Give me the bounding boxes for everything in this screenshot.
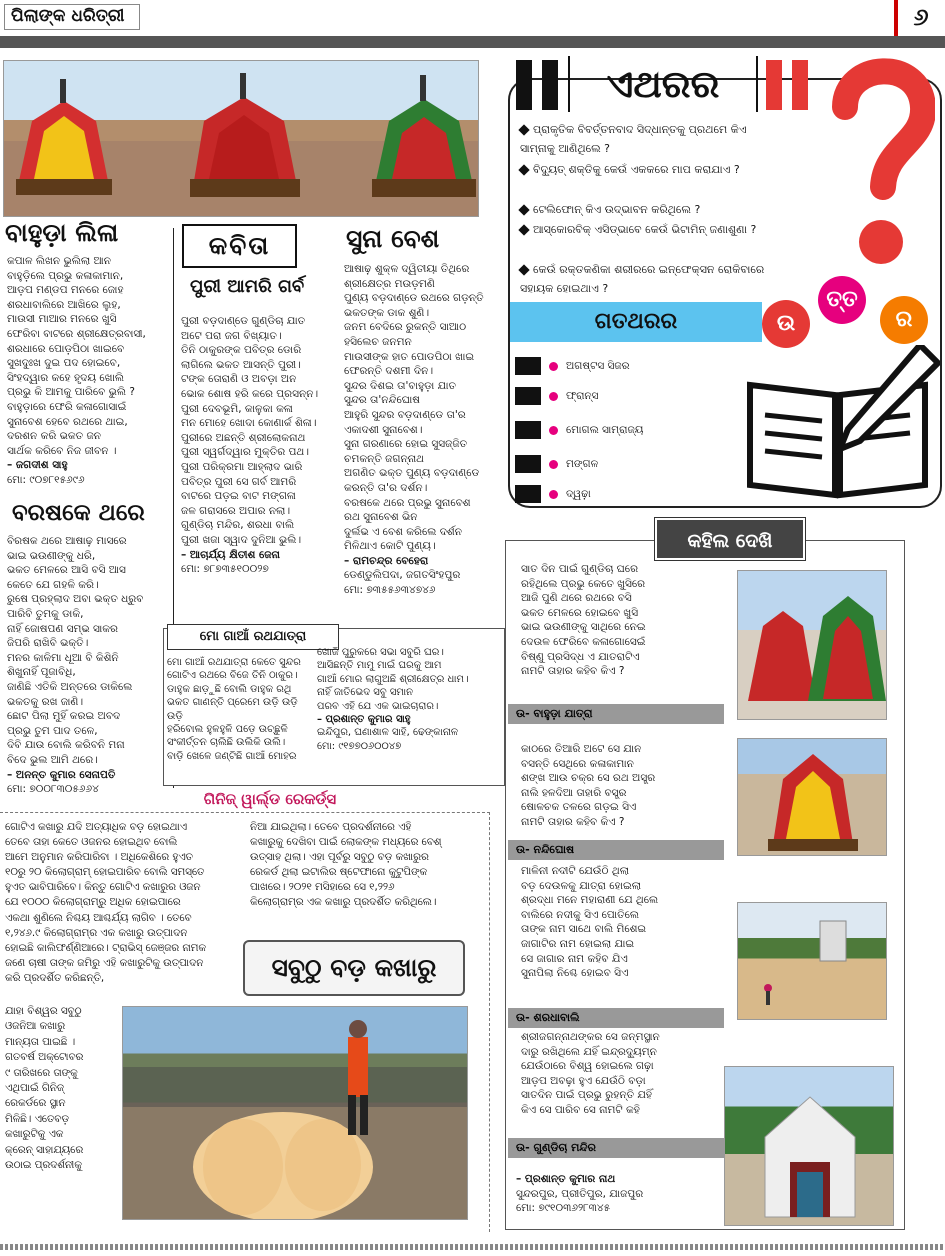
author: – ଆଚାର୍ଯ୍ୟ କ୍ଷିତୀଶ ଜେନା xyxy=(181,548,280,561)
para-line: ଜଣେ ଚାଷୀ ତାଙ୍କ ଜମିରୁ ଏହି କଖାରୁଟିକୁ ଉତ୍ପାଦନ xyxy=(5,956,204,969)
quiz-question xyxy=(520,120,780,158)
pumpkin-heading: ସବୁଠୁ ବଡ଼ କଖାରୁ xyxy=(243,940,465,996)
poem-line: ବିଦେ ଭୁଲ ଆମି ଥରେ। xyxy=(7,753,98,766)
para-line: କ୍ରେନ୍ ସାହାଯ୍ୟରେ xyxy=(5,1143,84,1156)
poem-line: ଖୋଜି ପୁରୁକରେ ସଭା ସବୁରି ଘର। xyxy=(317,647,444,658)
pumpkin-illustration xyxy=(123,1007,468,1220)
poem-line: ସୁନା ଗରଣାରେ ହୋଇ ସୁସଜ୍ଜିତ xyxy=(344,438,468,451)
poem-line: ମାଉସୀଙ୍କ ହାତ ପୋଡପିଠା ଖାଇ xyxy=(344,350,475,363)
poem-line: ମିଳିଥାଏ କୋଟି ପୁଣ୍ୟ। xyxy=(344,540,436,553)
para-line: ଏକଥା ଶୁଣିଲେ ନିଶ୍ଚୟ ଆଶ୍ଚର୍ଯ୍ୟ ଲାଗିବ । ତେବେ xyxy=(5,911,192,924)
poem-line: ଭକତ ମେଳରେ ଆସି ବସି ଆସ xyxy=(7,564,126,577)
quiz-question-text: ପ୍ରାକୃତିକ ବିବର୍ତ୍ତନବାଦ ସିଦ୍ଧାନ୍ତକୁ ପ୍ରଥମେ କିଏ ସାମ୍ନାକୁ ଆଣିଥିଲେ ? xyxy=(520,123,747,155)
poem-line: ନାହିଁ ଜୋଷପଣ ସମ୍ଭ ସାକର xyxy=(7,622,118,635)
poem-line: ରଥ ସୁନାବେଶ ଭିନ xyxy=(344,511,418,524)
mo-gaan-title: ମୋ ଗାଆଁ ରଥଯାତ୍ରା xyxy=(167,624,339,650)
riddle-line: ମାଳିନୀ ନଦୀଟି ଯେଉଁଠି ଥିଲା xyxy=(521,865,630,877)
para-line: ତେବେ ତାହା କେତେ ଓଜନର ହୋଇଥିବ ବୋଲି xyxy=(5,836,178,849)
quiz-title: ଏଥରର xyxy=(568,56,758,112)
riddle-1 xyxy=(521,562,731,679)
riddle-photo-2 xyxy=(737,738,887,856)
quiz-question xyxy=(520,200,780,220)
poem-line: ଶ୍ରୀକ୍ଷେତ୍ର ମଉଡ଼ମଣି xyxy=(344,277,435,290)
bullet-icon xyxy=(518,224,529,235)
riddle-line: କିଏ ସେ ପାରିବ ସେ ନାମଟି କହି xyxy=(521,1103,640,1116)
poem-line: ପୁଣ୍ୟ ବଡ଼ଦାଣ୍ଡେ ରଥରେ ଗଡ଼ନ୍ତି xyxy=(344,292,484,305)
answer-box xyxy=(515,485,541,503)
chariots-illustration xyxy=(4,61,479,217)
quiz-question-text: ଆସ୍କୋରବିକ୍ ଏସିଡ୍‌ଭାବେ କେଉଁ ଭିଟାମିନ୍ ଜଣାଶୁଣା ? xyxy=(533,223,757,236)
poem-line: ସାର୍ଥକ କରିବେ ନିଜ ଜୀବନ । xyxy=(7,444,117,457)
poem-line: ପୁରୀରେ ଅଛନ୍ତି ଶ୍ରୀଲୋକନାଥ xyxy=(181,431,306,444)
riddle-line: ବାଲିରେ ନଦୀକୁ ସିଏ ପୋତିଲେ xyxy=(521,908,640,921)
poem-line: ଆଡ଼ପ ମଣ୍ଡପ ମନରେ ଜୋହ xyxy=(7,284,124,297)
phone: ମୋ: ୭୯୧୦୩୬୨୮୩୪୫ xyxy=(516,1202,611,1215)
riddle-answer: ଉ- ଶରଧାବାଲି xyxy=(508,1008,724,1028)
poem-line: ଲାଗିଲେ ଭକତ ଆସନ୍ତି ପୁରୀ। xyxy=(181,358,301,371)
quiz-question-text: ବିଦ୍ୟୁତ୍ ଶକ୍ତିକୁ କେଉଁ ଏକକରେ ମାପ କରାଯାଏ ? xyxy=(533,163,740,176)
poem-line: ପ୍ରଭୁ ତୁମ ପାଦ ତଳେ, xyxy=(7,724,98,737)
para-line: ହୋଇଛି କାଲିଫର୍ଣ୍ଣିଆରେ। ଟ୍ରାଭିସ୍ ଜେଞ୍ଜର ନାମକ xyxy=(5,941,206,954)
poem-line: ଗୋଟିଏ ରଥରେ ବିଜେ ତିନି ଠାକୁର। xyxy=(167,670,298,682)
quiz-question xyxy=(520,260,780,298)
poem-line: ପୁରୀ ସ୍ୱର୍ଗଦ୍ୱାର ମୁକ୍ତିର ପଥ। xyxy=(181,446,309,459)
poem-line: ତିନି ଠାକୁରଙ୍କ ପବିତ୍ର ଡୋରି xyxy=(181,344,302,357)
address: ଇନ୍ଦିପୁର, ଘଣାଶାଳ ସାହି, ଢେଙ୍କାନାଳ xyxy=(317,727,459,739)
mo-gaan-col1 xyxy=(167,656,315,763)
poem-line: ଆଷାଢ଼ ଶୁକ୍ଳ ଦ୍ୱିତୀୟା ତିଥିରେ xyxy=(344,263,470,275)
riddle-answer: ଉ- ବାହୁଡ଼ା ଯାତ୍ରା xyxy=(508,704,724,724)
poem-line: ଜନମ ବେଦିରେ ରୁକନ୍ତି ସାଆଠ xyxy=(344,321,467,334)
page-number: ୬ xyxy=(894,0,944,36)
phone: ମୋ: ୭୩୫୫୬୩୪୭୪୬ xyxy=(344,584,436,597)
para-line: କଖାରୁଟିକୁ ଏକ xyxy=(5,1128,64,1141)
phone: ମୋ: ୯୧୭୭୦୬୦୦୪୭ xyxy=(317,740,402,752)
poem-line: ପୁରୀ ଖଜା ସ୍ୱାଦ ଦୁନିଆ ଭୁଲି। xyxy=(181,533,302,546)
riddle-line: ତାଙ୍କ ନାମ ସାଥେ ବାଲି ମିଶେଇ xyxy=(521,923,647,936)
prev-answers-title: ଗତଥରର xyxy=(510,302,762,342)
riddle-line: ସାତଦିନ ପାଇଁ ପ୍ରଭୁ ରୁହନ୍ତି ଯହିଁ xyxy=(521,1089,653,1102)
poem-line: ପବିତ୍ର ପୁରୀ ସେ ଗର୍ବ ଆମରି xyxy=(181,475,297,488)
poem-line: ବାହୁଡ଼ିଲେ ପ୍ରଭୁ କଳାକାମାନ, xyxy=(7,269,124,282)
riddle-line: ରହିଥିଲେ ପ୍ରଭୁ କେତେ ଖୁସିରେ xyxy=(521,577,646,590)
para-line: କିଲୋଗ୍ରାମ୍‌ର ଏକ କଖାରୁ ପ୍ରଦର୍ଶିତ କରିଥିଲେ। xyxy=(250,896,437,909)
barasake-title: ବରଷକେ ଥରେ xyxy=(12,500,145,526)
poem-line: ପୁରୀ ପରିକ୍ରମା ଆହ୍ଲାଦ ଭାରି xyxy=(181,460,303,473)
riddle-photo-4 xyxy=(724,1066,894,1226)
kabita-title: ପୁରୀ ଆମରି ଗର୍ବ xyxy=(190,276,305,297)
poem-line: କପାଳ ଲିଖନ ଭୁଲିଲା ଆନ xyxy=(7,255,111,267)
riddle-line: ଶଙ୍ଖ ଆଉ ଚକ୍ର ସେ ରଥ ଅସ୍ତ୍ର xyxy=(521,772,656,785)
bullet-icon xyxy=(518,204,529,215)
answer-box xyxy=(515,455,541,473)
para-line: ଏଥିପାଇଁ ଗିନିଜ୍ xyxy=(5,1082,64,1095)
uttar-badge-1: ଉ xyxy=(762,300,810,348)
riddle-line: ନାଲି ହଳଦିଆ ତାହାରି ବସ୍ତ୍ର xyxy=(521,786,627,799)
riddle-photo-1 xyxy=(737,570,887,720)
kabita-poem xyxy=(181,314,341,577)
para-line: ରେକର୍ଡ ଥିଲା ଇଟାଲିର ଷ୍ଟେଫାନୋ କୁଟୁପିଙ୍କ xyxy=(250,866,428,879)
poem-line: କରନ୍ତି ତା'ର ଦର୍ଶନ। xyxy=(344,481,428,494)
question-mark-icon xyxy=(825,52,935,282)
poem-line: ଆହୁରି ସୁନ୍ଦର ବଡ଼ଦାଣ୍ଡେ ତା'ର xyxy=(344,408,466,421)
para-line: ପାଖରେ। ୨୦୨୧ ମସିହାରେ ସେ ୧,୨୨୬ xyxy=(250,881,395,894)
poem-line: ଦିବି ଯାଉ ବୋଲି କରିବନି ମନା xyxy=(7,739,125,752)
answer-box xyxy=(515,357,541,375)
dot-icon xyxy=(549,362,558,371)
poem-line: ସୁଖଦୁଃଖ ଦୁଇ ପଦ ହୋଇବେ, xyxy=(7,357,121,370)
poem-line: ମାଉସୀ ମାଆର ମନରେ ଖୁସି xyxy=(7,313,117,326)
riddle-answer: ଉ- ନନ୍ଦିଘୋଷ xyxy=(508,840,724,860)
address: ସୁନ୍ଦରପୁର, ପ୍ରୀତିପୁର, ଯାଜପୁର xyxy=(516,1187,644,1200)
riddle-line: ଆଡ଼ପ ଅବଢ଼ା ହୁଏ ଯେଉଁଠି ବଡ଼ା xyxy=(521,1074,646,1087)
guinness-para-left xyxy=(5,820,245,986)
riddle-line: ବସନ୍ତି ସେଥିରେ କଳାକାମାନ xyxy=(521,757,634,770)
poem-line: ଟଙ୍କ ତୋରାଣି ଓ ଅବଡ଼ା ଅନ xyxy=(181,373,297,386)
author: – ରାମଚନ୍ଦ୍ର ବେହେରା xyxy=(344,554,429,567)
kahila-title: କହିଲ ଦେଖି xyxy=(655,518,805,560)
dot-icon xyxy=(549,426,558,435)
para-line: ଆମେ ଅନୁମାନ କରିପାରିବା । ଅଧିକେଶିରେ ହୁଏତ xyxy=(5,851,193,864)
address: ଡେଣ୍ଡୁଲିପଦା, ଜଗତସିଂହପୁର xyxy=(344,569,461,582)
bullet-icon xyxy=(518,264,529,275)
answer-box xyxy=(515,421,541,439)
poem-line: ସୁନ୍ଦର ତା'ନନ୍ଦିଘୋଷ xyxy=(344,394,420,407)
phone: ମୋ: ୯୦୭୮୧୫୬୯୬ xyxy=(7,473,85,486)
quiz-title-bars-left xyxy=(516,60,560,110)
poem-line: ଭକତ ଗାଣନ୍ତି ପ୍ରେମେ ଉଡ଼ି ଉଡ଼ି ଉଡ଼ି xyxy=(167,697,298,722)
author: – ପ୍ରଶାନ୍ତ କୁମାର ନାଥ xyxy=(516,1173,616,1185)
poem-line: ଦୁର୍ଲଭ ଏ ବେଶ କରିଲେ ଦର୍ଶନ xyxy=(344,525,462,538)
poem-line: ଆସିଛନ୍ତି ମାମୁ ମାଇଁ ଘରକୁ ଆମ xyxy=(317,660,442,672)
suna-title: ସୁନା ବେଶ xyxy=(346,224,440,253)
author: – ଜଗଦୀଶ ସାହୁ xyxy=(7,459,68,472)
poem-line: ଫେରନ୍ତି ଦଶମୀ ଦିନ। xyxy=(344,365,434,378)
poem-line: ଭୋକ ଶୋଷ ହରି କରେ ପ୍ରସନ୍ନ। xyxy=(181,387,319,400)
poem-line: ଜିପରି ରାଖିବି ଭକ୍ତି। xyxy=(7,637,89,650)
para-line: ନିଆ ଯାଇଥିଲା। ତେବେ ପ୍ରଦର୍ଶନୀରେ ଏହି xyxy=(250,821,412,833)
poem-line: ଚମକନ୍ତି ଜଗନ୍ନାଥ xyxy=(344,452,424,465)
para-line: ଯାହା ବିଶ୍ୱର ସବୁଠୁ xyxy=(5,1005,82,1017)
para-line: ଓଜନିଆ କଖାରୁ xyxy=(5,1020,66,1033)
riddle-line: ଶ୍ରୀଜଗନ୍ନାଥଙ୍କର ସେ ଜନ୍ମସ୍ଥାନ xyxy=(521,1031,660,1043)
poem-line: ପରବ ଏହି ଯେ ଏକ ଭାଇଚାରାର। xyxy=(317,700,439,712)
poem-line: ଏକାଦଶୀ ସୁନାବେଶ। xyxy=(344,423,423,436)
phone: ମୋ: ୭୮୭୩୫୧୦୦୨୭ xyxy=(181,563,269,576)
para-line: ଗତବର୍ଷ ଅକ୍ଟୋବର xyxy=(5,1051,84,1064)
masthead xyxy=(0,0,945,36)
poem-line: ପୁରୀ ବଡ଼ଦାଣ୍ଡେ ଗୁଣ୍ଡିଚା ଯାତ xyxy=(181,315,306,327)
answer-text: ଫ୍ରାନ୍ସ xyxy=(566,389,599,402)
poem-line: ଫେରିବା ବାଟରେ ଶ୍ରୀକ୍ଷେତ୍ରବାସୀ, xyxy=(7,327,146,340)
answer-text: ମଙ୍ଗଳ xyxy=(566,457,599,470)
poem-line: ପୁରୀ ଦେବଭୂମି, କାଳୁକା କଳା xyxy=(181,402,293,415)
riddle-line: ସୁନାପିଲା ନିଶ୍ଚେ ହୋଇବ ସିଏ xyxy=(521,967,629,980)
kabita-label: କବିତା xyxy=(182,224,297,268)
masthead-rule xyxy=(0,36,945,48)
para-line: ଯେ ୧୦୦୦ କିଲୋଗ୍ରାମ୍‌ରୁ ଅଧିକ ହୋଇପାରେ xyxy=(5,896,181,909)
poem-line: ସଂକୀର୍ତ୍ତନ ଚାଲିଛି ଉଲିକି ଉଲି। xyxy=(167,737,286,749)
poem-line: ଭକତକୁ ରଖ ଜାଣି। xyxy=(7,695,84,708)
poem-line: ଜଳ ଗରାସରେ ଅପାର ନଲା। xyxy=(181,504,291,517)
riddle-line: ଆଜି ପୁଣି ଥରେ ରଥରେ ବସି xyxy=(521,592,632,605)
riddle-line: ଦାରୁ ରଖିଥିଲେ ଯହିଁ ଇନ୍ଦ୍ରଦ୍ୟୁମ୍ନ xyxy=(521,1045,657,1058)
poem-line: ପ୍ରଭୁ କି ଆମକୁ ପାରିବେ ଭୁଲି ? xyxy=(7,386,135,399)
author: – ପ୍ରଶାନ୍ତ କୁମାର ସାହୁ xyxy=(317,714,411,726)
bottom-rule xyxy=(0,1244,945,1250)
mo-gaan-col2 xyxy=(317,646,503,753)
answer-box xyxy=(515,387,541,405)
logo xyxy=(4,4,140,30)
poem-line: ଅଗଣିତ ଭକ୍ତ ପୁଣ୍ୟ ବଡ଼ଦାଣ୍ଡେ xyxy=(344,467,480,480)
riddle-line: ଭାଇ ଭଉଣୀଙ୍କୁ ସାଥିରେ ନେଇ xyxy=(521,621,646,634)
quiz-question-text: ଟେଲିଫୋନ୍ କିଏ ଉଦ୍ଭାବନ କରିଥିଲେ ? xyxy=(533,203,701,216)
bullet-icon xyxy=(518,124,529,135)
quiz-question-text: କେଉଁ ରକ୍ତକଣିକା ଶରୀରରେ ଇନ୍‌ଫେକ୍‌ସନ ରୋକିବାରେ ସହାୟକ ହୋଇଥାଏ ? xyxy=(520,263,765,295)
poem-line: ମନ ମୋହେ ଖୋଦା କୋଣାର୍କ ଶିଳା। xyxy=(181,417,317,430)
poem-line: ଡାହୁକ ଛାଡ଼ୁଛି ବୋଲି ଡାହୁକ ରଥି xyxy=(167,683,292,695)
riddle-line: ଯେଉଁଠାରେ ବିଶ୍ୱ ହୋଇଲେ ଗଢ଼ା xyxy=(521,1060,654,1073)
kahila-credit xyxy=(516,1172,721,1216)
para-line: ଉଠାଇ ପ୍ରଦର୍ଶନୀକୁ xyxy=(5,1159,82,1172)
poem-line: ଦରଶନ କରି ଭକତ ଜନ xyxy=(7,430,101,443)
riddle-line: କାଠରେ ତିଆରି ଅଟେ ସେ ଯାନ xyxy=(521,743,642,755)
uttar-badge-2: ତ୍ତ xyxy=(818,276,866,324)
riddle-line: ସେ ଜାଗାର ନାମ କହିବ ଯିଏ xyxy=(521,952,628,965)
phone: ମୋ: ୭୦୦୮୩୦୫୬୬୪ xyxy=(7,783,99,796)
riddle-line: ବିଷ୍ଣୁ ପ୍ରସିଦ୍ଧ ଏ ଯାତରାଟିଏ xyxy=(521,650,640,663)
para-line: ରେକର୍ଡରେ ସ୍ଥାନ xyxy=(5,1097,66,1110)
quiz-question xyxy=(520,160,780,198)
poem-line: ଛୋଟ ପିଲା ମୁହିଁ କରଇ ଅବଦ xyxy=(7,710,121,723)
logo-text: ପିଲାଙ୍କ ଧରିତ୍ରୀ xyxy=(11,6,125,26)
suna-poem xyxy=(344,262,504,598)
poem-line: ମୋ ଗାଆଁ ରଥଯାତ୍ରା କେତେ ସୁନ୍ଦର xyxy=(167,657,301,668)
para-line: ୯ ତାରିଖରେ ତାଙ୍କୁ xyxy=(5,1066,78,1079)
answer-text: ଦ୍ୱଢ଼ା xyxy=(566,487,591,500)
riddle-line: ଷୋଳଚକ ତଳରେ ଗଡ଼ଇ ସିଏ xyxy=(521,801,637,814)
poem-line: ବାଡ଼ି ଖେଳେ ଜଣ୍ଟିଛି ଗାଆଁ ମୋହର xyxy=(167,750,297,762)
riddle-3 xyxy=(521,864,731,981)
guinness-para-narrow xyxy=(5,1004,117,1173)
para-line: ହୁଏତ ଭାବିପାରିବେ। କିନ୍ତୁ ଗୋଟିଏ କଖାରୁର ଓଜନ xyxy=(5,881,201,894)
para-line: କଖାରୁକୁ ଦେଖିବା ପାଇଁ ଲୋକଙ୍କ ମଧ୍ୟରେ ବେଶ୍ xyxy=(250,836,442,849)
dot-icon xyxy=(549,490,558,499)
poem-line: ମନର କାଳିମା ଧୂଆ ବି କିଶିନି xyxy=(7,651,119,664)
poem-line: ଭାଇ ଭଉଣୀଙ୍କୁ ଧରି, xyxy=(7,549,96,562)
dot-icon xyxy=(549,392,558,401)
poem-line: ଶରଧାବାଲିରେ ଆଖିରେ ଲୁହ, xyxy=(7,298,121,311)
poem-line: ହରିବୋଲ ହୁଳହୁଳି ପଡ଼େ ଉଚ୍ଛୁଳି xyxy=(167,724,288,736)
bahuda-title: ବାହୁଡ଼ା ଲିଳା xyxy=(5,218,119,247)
author: – ଅନନ୍ତ କୁମାର ସେନାପତି xyxy=(7,768,116,781)
para-line: ଉତ୍ସାହ ଥିଲା। ଏହା ପୂର୍ବରୁ ସବୁଠୁ ବଡ଼ କଖାରୁର xyxy=(250,851,429,864)
quiz-question xyxy=(520,220,780,258)
para-line: ମାନ୍ୟତା ପାଇଛି । xyxy=(5,1035,76,1048)
para-line: ମିଳିଛି। ଏତେବଡ଼ xyxy=(5,1112,69,1125)
poem-line: ସୁନ୍ଦର ଦିଶଇ ତା'ବାହୁଡ଼ା ଯାତ xyxy=(344,379,456,392)
uttar-badge-3: ର xyxy=(880,296,928,344)
poem-line: କେତେ ଯେ ଗହଳି କରି। xyxy=(7,578,99,591)
poem-line: ପାରିବି ତୁମକୁ ଡାକି, xyxy=(7,607,84,620)
poem-line: ହସିଲେଚ ଜନମନ xyxy=(344,335,412,348)
riddle-2 xyxy=(521,742,731,830)
answer-text: ମୋଗଲ ସାମ୍ରାଜ୍ୟ xyxy=(566,423,644,436)
dot-icon xyxy=(549,460,558,469)
quiz-title-bars-right xyxy=(766,60,810,110)
bahuda-poem xyxy=(7,254,172,488)
poem-line: ଶିଖୁନାହିଁ ପୂଜାବିଧି, xyxy=(7,666,76,679)
barasake-poem xyxy=(7,534,172,797)
poem-line: ଅଟେ ପରା ଜଗ ବିଖ୍ୟାତ। xyxy=(181,329,282,342)
riddle-line: ବଡ଼ ଦେଉଳକୁ ଯାତ୍ରା ହୋଇଲା xyxy=(521,879,642,892)
poem-line: ନାହିଁ ଜାତିଭେଦ ସବୁ ସମାନ xyxy=(317,687,413,699)
riddle-line: ନାମଟି ତାହାର କହିବ କିଏ ? xyxy=(521,665,625,678)
poem-line: ବିରଷକ ଥରେ ଆଷାଢ଼ ମାସରେ xyxy=(7,535,127,547)
riddle-4 xyxy=(521,1030,731,1118)
riddle-line: ଶ୍ରଦ୍ଧା ମନେ ମହାରାଣୀ ଯେ ଥିଲେ xyxy=(521,894,659,907)
para-line: ଗୋଟିଏ କଖାରୁ ଯଦି ଅତ୍ୟାଧିକ ବଡ଼ ହୋଇଥାଏ xyxy=(5,821,187,833)
poem-line: ବାହୁଡ଼ାରେ ଫେରି କଳାଗୋସାଇଁ xyxy=(7,400,127,413)
para-line: ୧୦ରୁ ୨୦ କିଲୋଗ୍ରାମ୍ ହୋଇପାରିବ ବୋଲି ସମସ୍ତେ xyxy=(5,866,205,879)
poem-line: ବାଟରେ ପଡ଼ଇ ବାଟ ମଙ୍ଗଳା xyxy=(181,490,296,503)
poem-line: ଗୁଣ୍ଡିଚା ମନ୍ଦିର, ଶରଧା ବାଲି xyxy=(181,519,295,532)
para-line: କରି ପ୍ରଦର୍ଶିତ କରିଛନ୍ତି, xyxy=(5,971,105,984)
poem-line: ଜାଣିଛି ଏତିକି ଅନ୍ତରେ ଡାକିଲେ xyxy=(7,680,133,693)
riddle-line: ଭକତ ମେଳରେ ହୋଇବେ ଖୁସି xyxy=(521,606,639,619)
poem-line: ଗାଆଁ ମୋର ଲାଗୁଅଛି ଶ୍ରୀକ୍ଷେତ୍ର ଧାମ। xyxy=(317,673,469,685)
guinness-para-right xyxy=(250,820,486,911)
poem-line: ସିଂହଦ୍ୱାର କହେ ହୃଦୟ ଖୋଲି xyxy=(7,371,124,384)
para-line: ୧,୨୪୬.୯ କିଲୋଗ୍ରାମ୍‌ର ଏକ କଖାରୁ ଉତ୍ପାଦନ xyxy=(5,926,188,939)
answer-text: ଅଗଷ୍ଟସ ସିଜର xyxy=(566,359,630,372)
riddle-line: ସାତ ଦିନ ପାଇଁ ଗୁଣ୍ଡିଚା ଘରେ xyxy=(521,563,639,575)
riddle-photo-3 xyxy=(737,902,887,1020)
poem-line: ବରଷକେ ଥରେ ପ୍ରଭୁ ସୁନାବେଶ xyxy=(344,496,471,509)
poem-line: ଭକତଙ୍କ ଡାକ ଶୁଣି। xyxy=(344,306,430,319)
guinness-title: ଗିନିଜ୍ ୱାର୍ଲ୍ଡ ରେକର୍ଡ୍ସ xyxy=(203,790,337,808)
poem-line: ଶରଧାରେ ପୋଡ଼ପିଠା ଖାଇବେ xyxy=(7,342,125,355)
bullet-icon xyxy=(518,164,529,175)
riddle-line: ଜାଗାଟିର ନାମ ହୋଇଲା ଯାଇ xyxy=(521,937,635,950)
book-pencil-icon xyxy=(740,345,940,505)
riddle-line: ଦେଉଳ ଫେରିବେ କଳାଗୋସେଇଁ xyxy=(521,635,646,648)
poem-line: ରୁଷେ ପ୍ରହ୍ଲାଦ ଅବା ଭକ୍ତ ଧ୍ରୁବ xyxy=(7,593,144,606)
poem-line: ସୁନାବେଶ ହେବେ ରଥରେ ଥାଇ, xyxy=(7,415,128,428)
pumpkin-photo xyxy=(122,1006,468,1220)
riddle-line: ନାମଟି ତାହାର କହିବ କିଏ ? xyxy=(521,815,625,828)
rath-yatra-photo xyxy=(3,60,479,217)
riddle-answer: ଉ- ଗୁଣ୍ଡିଚା ମନ୍ଦିର xyxy=(508,1138,724,1158)
